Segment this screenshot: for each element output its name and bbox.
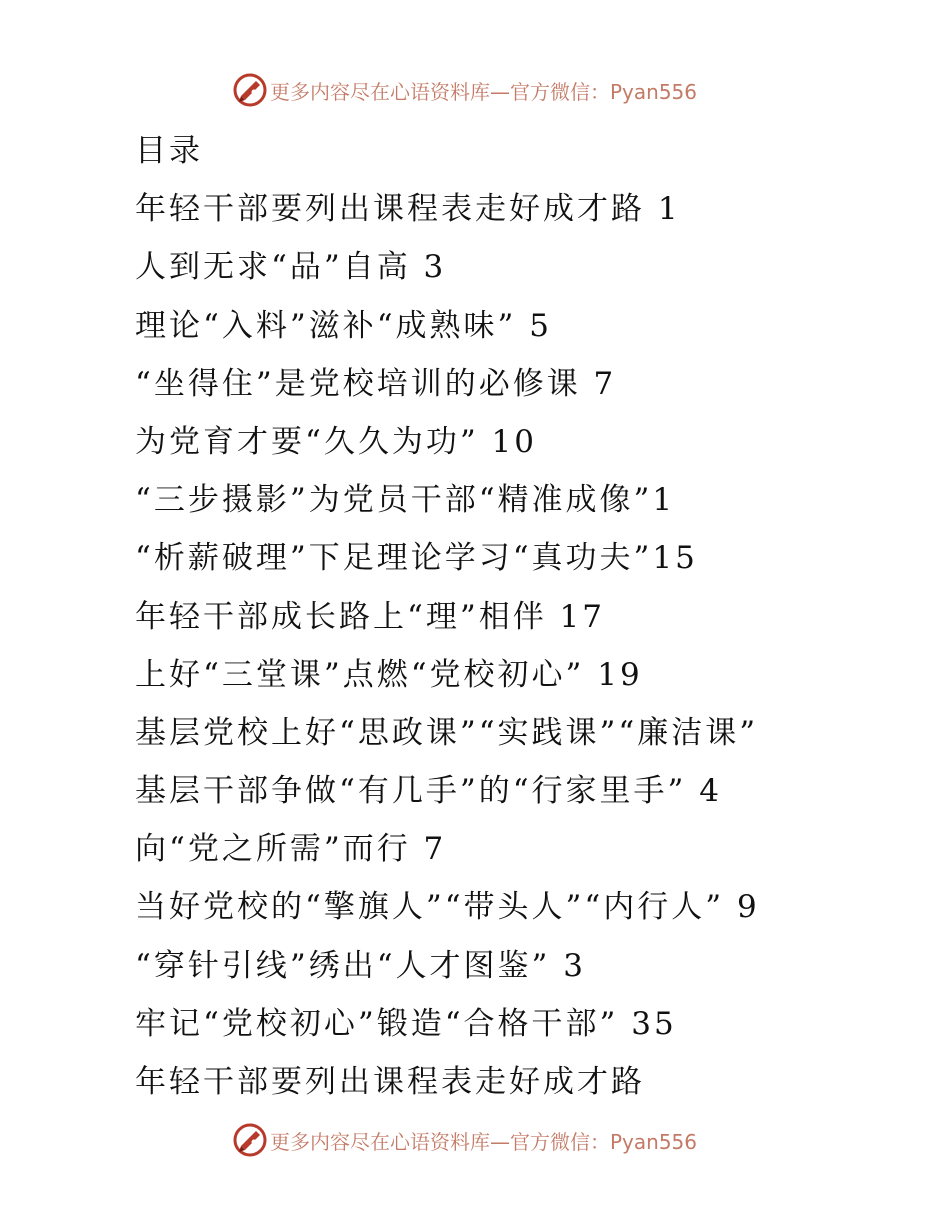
watermark-text-top: 更多内容尽在心语资料库—官方微信：Pyan556	[270, 79, 698, 104]
toc-entry: 上好“三堂课”点燃“党校初心” 19	[135, 656, 643, 693]
toc-entry: 向“党之所需”而行 7	[135, 831, 447, 868]
pen-logo-icon	[232, 1122, 268, 1158]
toc-entry: 牢记“党校初心”锻造“合格干部” 35	[135, 1005, 677, 1042]
toc-entry: 为党育才要“久久为功” 10	[135, 423, 537, 460]
pen-logo-icon	[232, 72, 268, 108]
toc-entry: 基层干部争做“有几手”的“行家里手” 4	[135, 773, 722, 810]
toc-entry: 年轻干部要列出课程表走好成才路	[135, 1064, 645, 1100]
toc-title: 目录	[135, 133, 203, 169]
watermark-banner-bottom	[232, 1120, 732, 1160]
toc-entry: 当好党校的“擎旗人”“带头人”“内行人” 9	[135, 889, 760, 926]
watermark-text-bottom: 更多内容尽在心语资料库—官方微信：Pyan556	[270, 1129, 698, 1154]
toc-entry: “坐得住”是党校培训的必修课 7	[135, 365, 617, 402]
toc-entry: 理论“入料”滋补“成熟味” 5	[135, 307, 552, 344]
table-of-contents	[135, 122, 935, 1111]
toc-entry: “三步摄影”为党员干部“精准成像”1	[135, 482, 676, 519]
toc-entry: 年轻干部成长路上“理”相伴 17	[135, 598, 605, 635]
toc-entry: “穿针引线”绣出“人才图鉴” 3	[135, 947, 586, 984]
toc-entry: “析薪破理”下足理论学习“真功夫”15	[135, 540, 698, 577]
toc-entry: 人到无求“品”自高 3	[135, 249, 447, 286]
toc-entry: 基层党校上好“思政课”“实践课”“廉洁课”	[135, 714, 759, 751]
watermark-banner-top	[232, 70, 732, 110]
toc-entry: 年轻干部要列出课程表走好成才路 1	[135, 191, 681, 228]
